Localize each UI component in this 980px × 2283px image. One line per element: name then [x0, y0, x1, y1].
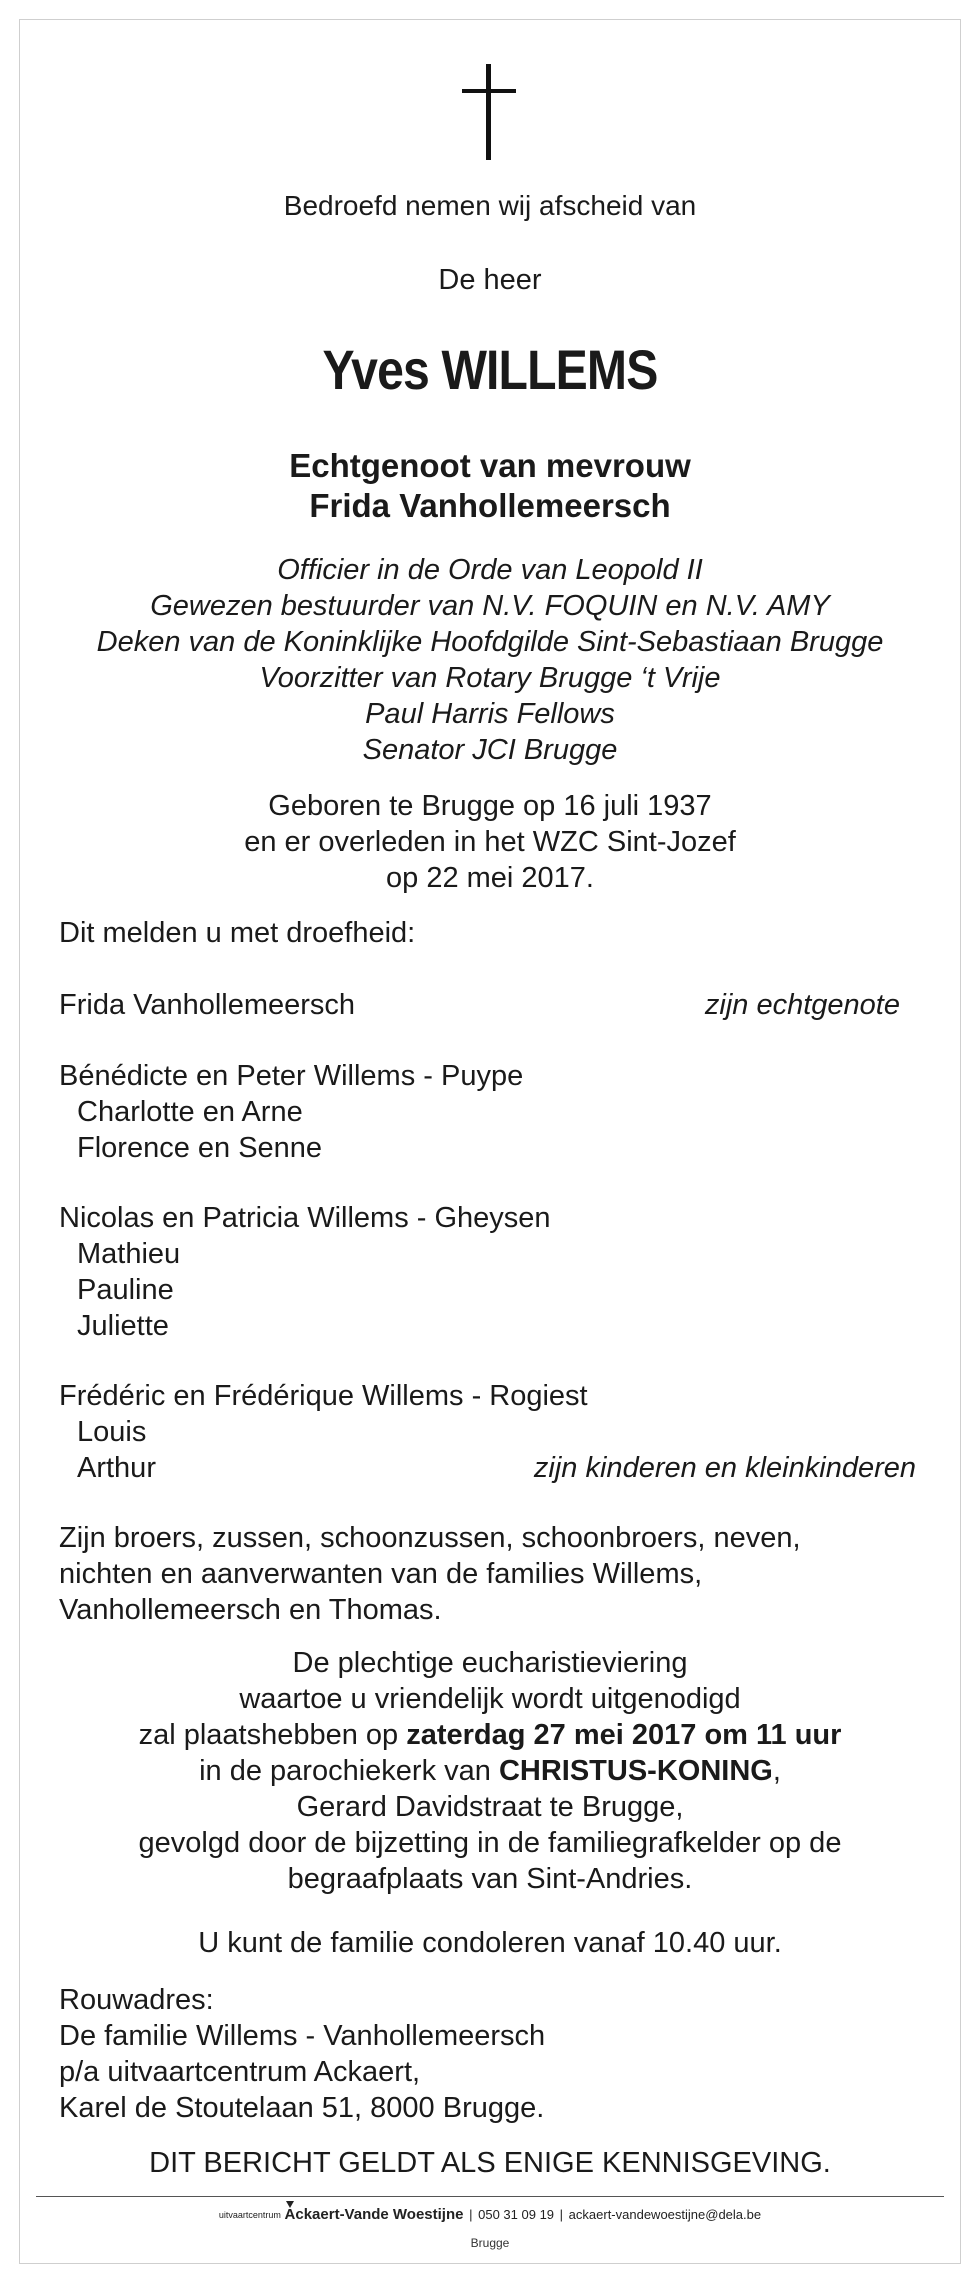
footer-prefix: uitvaartcentrum — [218, 2210, 281, 2220]
notice-text: DIT BERICHT GELDT ALS ENIGE KENNISGEVING. — [149, 2147, 831, 2179]
relatives-line: Zijn broers, zussen, schoonzussen, schoonbroers, neven, — [59, 1522, 801, 1554]
footer — [0, 2206, 980, 2224]
family-member: Arthur — [77, 1452, 156, 1484]
footer-separator: | — [559, 2207, 564, 2222]
title-line: Officier in de Orde van Leopold II — [277, 554, 703, 586]
titles-list — [0, 552, 980, 768]
intro-text: Bedroefd nemen wij afscheid van — [283, 190, 697, 221]
family-group-2 — [59, 1200, 551, 1344]
ceremony-church-suffix: , — [772, 1755, 781, 1787]
relatives-line: Vanhollemeersch en Thomas. — [59, 1594, 442, 1626]
condolence-text: U kunt de familie condoleren vanaf 10.40 uur. — [198, 1927, 782, 1959]
ceremony-date: zaterdag 27 mei 2017 om 11 uur — [406, 1719, 842, 1751]
ceremony-line: gevolgd door de bijzetting in de familiegrafkelder op de — [138, 1827, 842, 1859]
family-group-1 — [59, 1058, 523, 1166]
address-line: p/a uitvaartcentrum Ackaert, — [59, 2056, 421, 2088]
spouse-name: Frida Vanhollemeersch — [59, 989, 356, 1021]
title-line: Gewezen bestuurder van N.V. FOQUIN en N.V. AMY — [150, 590, 830, 622]
birth-line: Geboren te Brugge op 16 juli 1937 — [268, 790, 712, 822]
title-line: Senator JCI Brugge — [362, 734, 618, 766]
ceremony-date-prefix: zal plaatshebben op — [138, 1719, 407, 1751]
family-member: Pauline — [77, 1274, 174, 1306]
death-date-line: op 22 mei 2017. — [386, 862, 594, 894]
spouse-line-2: Frida Vanhollemeersch — [309, 487, 671, 524]
cross-icon — [459, 62, 519, 162]
ceremony-church-line — [0, 1753, 980, 1789]
footer-brand: Ackaert-Vande Woestijne — [284, 2206, 464, 2223]
ceremony-info — [0, 1645, 980, 1897]
death-line: en er overleden in het WZC Sint-Jozef — [244, 826, 736, 858]
family-intro: Dit melden u met droefheid: — [59, 917, 416, 949]
family-member: Louis — [77, 1416, 147, 1448]
footer-separator: | — [469, 2207, 473, 2222]
family-member: Bénédicte en Peter Willems - Puype — [59, 1060, 524, 1092]
relatives-line: nichten en aanverwanten van de families Willems, — [59, 1558, 703, 1590]
family-member: Frédéric en Frédérique Willems - Rogiest — [59, 1380, 588, 1412]
footer-email: ackaert-vandewoestijne@dela.be — [568, 2207, 762, 2222]
relatives-text — [59, 1520, 801, 1628]
family-member: Juliette — [77, 1310, 169, 1342]
address-line: Rouwadres: — [59, 1984, 214, 2016]
title-line: Deken van de Koninklijke Hoofdgilde Sint-Sebastiaan Brugge — [96, 626, 884, 658]
family-member: Charlotte en Arne — [77, 1096, 303, 1128]
ceremony-line: begraafplaats van Sint-Andries. — [287, 1863, 693, 1895]
ceremony-date-line — [0, 1717, 980, 1753]
family-member: Mathieu — [77, 1238, 181, 1270]
ceremony-line: Gerard Davidstraat te Brugge, — [296, 1791, 684, 1823]
deceased-name: Yves WILLEMS — [322, 338, 658, 401]
title-line: Paul Harris Fellows — [365, 698, 615, 730]
footer-phone: 050 31 09 19 — [478, 2207, 555, 2222]
ceremony-church-prefix: in de parochiekerk van — [199, 1755, 499, 1787]
address-block — [59, 1982, 545, 2126]
spouse-role: zijn echtgenote — [704, 989, 900, 1021]
children-role: zijn kinderen en kleinkinderen — [533, 1452, 916, 1484]
ceremony-church: CHRISTUS-KONING — [498, 1755, 773, 1787]
ceremony-line: waartoe u vriendelijk wordt uitgenodigd — [239, 1683, 741, 1715]
ceremony-line: De plechtige eucharistieviering — [292, 1647, 688, 1679]
title-line: Voorzitter van Rotary Brugge ‘t Vrije — [259, 662, 721, 694]
family-member: Nicolas en Patricia Willems - Gheysen — [59, 1202, 551, 1234]
birth-death-info — [0, 788, 980, 896]
footer-city: Brugge — [470, 2236, 510, 2250]
address-line: Karel de Stoutelaan 51, 8000 Brugge. — [59, 2092, 545, 2124]
spouse-line-1: Echtgenoot van mevrouw — [289, 447, 691, 484]
address-line: De familie Willems - Vanhollemeersch — [59, 2020, 546, 2052]
footer-divider — [36, 2196, 944, 2197]
salutation: De heer — [438, 264, 542, 296]
family-member: Florence en Senne — [77, 1132, 323, 1164]
family-group-3 — [59, 1378, 588, 1486]
